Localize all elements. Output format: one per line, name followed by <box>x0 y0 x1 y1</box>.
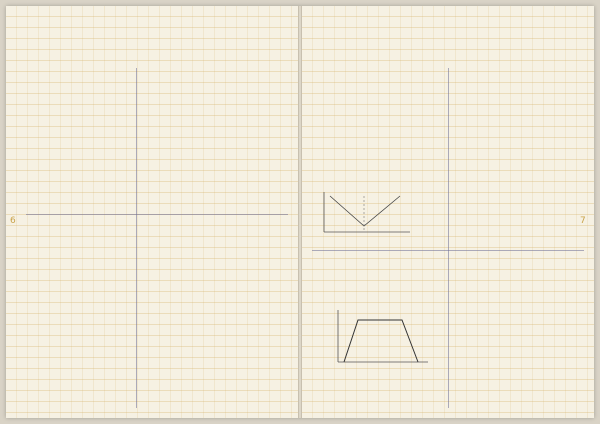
left-page <box>6 6 299 418</box>
question-divider-right <box>312 250 584 251</box>
page-number-right: 7 <box>580 216 586 226</box>
question-divider <box>26 214 288 215</box>
graph-sketch-2 <box>332 306 432 370</box>
graph-sketch-1 <box>318 188 414 238</box>
right-page <box>302 6 594 418</box>
answer-column-divider-right <box>448 68 449 408</box>
answer-column-divider <box>136 68 137 408</box>
notebook-spread <box>6 6 594 418</box>
page-number-left: 6 <box>10 216 16 226</box>
